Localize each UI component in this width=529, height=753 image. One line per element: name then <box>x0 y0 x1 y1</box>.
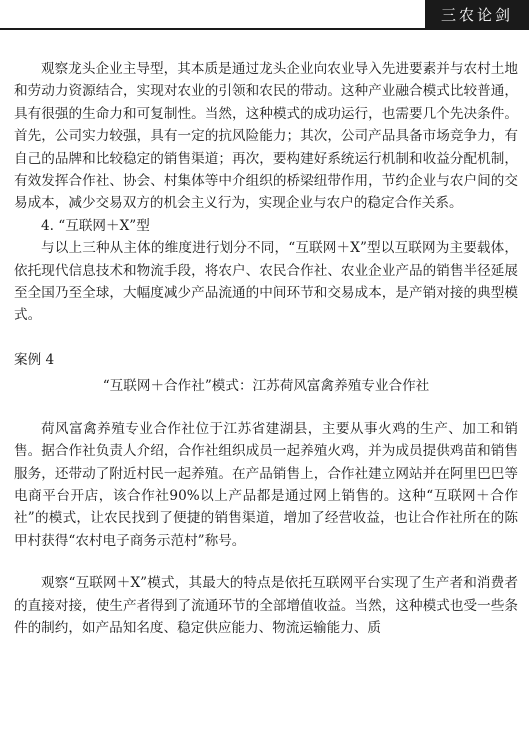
paragraph-observation: 观察“互联网＋X”模式，其最大的特点是依托互联网平台实现了生产者和消费者的直接对接，使生产者得到了流通环节的全部增值收益。当然，这种模式也受一些条件的制约，如产品知名度、稳定供应能力、物流运输能力、质 <box>14 575 518 636</box>
spacer <box>14 552 518 572</box>
paragraph-case-study: 荷风富禽养殖专业合作社位于江苏省建湖县，主要从事火鸡的生产、加工和销售。据合作社负责人介绍，合作社组织成员一起养殖火鸡，并为成员提供鸡苗和销售服务，还带动了附近村民一起养殖。在产品销售上，合作社建立网站并在阿里巴巴等电商平台开店，该合作社90%以上产品都是通过网上销售的。这种“互联网＋合作社”的模式，让农民找到了便捷的销售渠道，增加了经营收益，也让合作社所在的陈甲村获得“农村电子商务示范村”称号。 <box>14 420 518 549</box>
section-tab: 三农论剑 <box>425 0 529 30</box>
paragraph-dragon-head-enterprise: 观察龙头企业主导型，其本质是通过龙头企业向农业导入先进要素并与农村土地和劳动力资源结合，实现对农业的引领和农民的带动。这种产业融合模式比较普通，具有很强的生命力和可复制性。当然，这种模式的成功运行，也需要几个先决条件。首先，公司实力较强，具有一定的抗风险能力；其次，公司产品具备市场竞争力，有自己的品牌和比较稳定的销售渠道；再次，要构建好系统运行机制和收益分配机制，有效发挥合作社、协会、村集体等中介组织的桥梁纽带作用，节约企业与农户间的交易成本，减少交易双方的机会主义行为，实现企业与农户的稳定合作关系。 <box>14 61 518 212</box>
article-body <box>14 58 518 639</box>
paragraph-internet-plus-x: 与以上三种从主体的维度进行划分不同，“互联网＋X”型以互联网为主要载体，依托现代信息技术和物流手段，将农户、农民合作社、农业企业产品的销售半径延展至全国乃至全球，大幅度减少产品流通的中间环节和交易成本，是产销对接的典型模式。 <box>14 240 518 324</box>
subheading-internet-plus-x: 4. “互联网＋X”型 <box>41 217 150 234</box>
case-title: “互联网＋合作社”模式：江苏荷风富禽养殖专业合作社 <box>102 378 430 395</box>
case-label: 案例 4 <box>14 351 55 368</box>
spacer <box>14 327 518 349</box>
spacer <box>14 398 518 418</box>
